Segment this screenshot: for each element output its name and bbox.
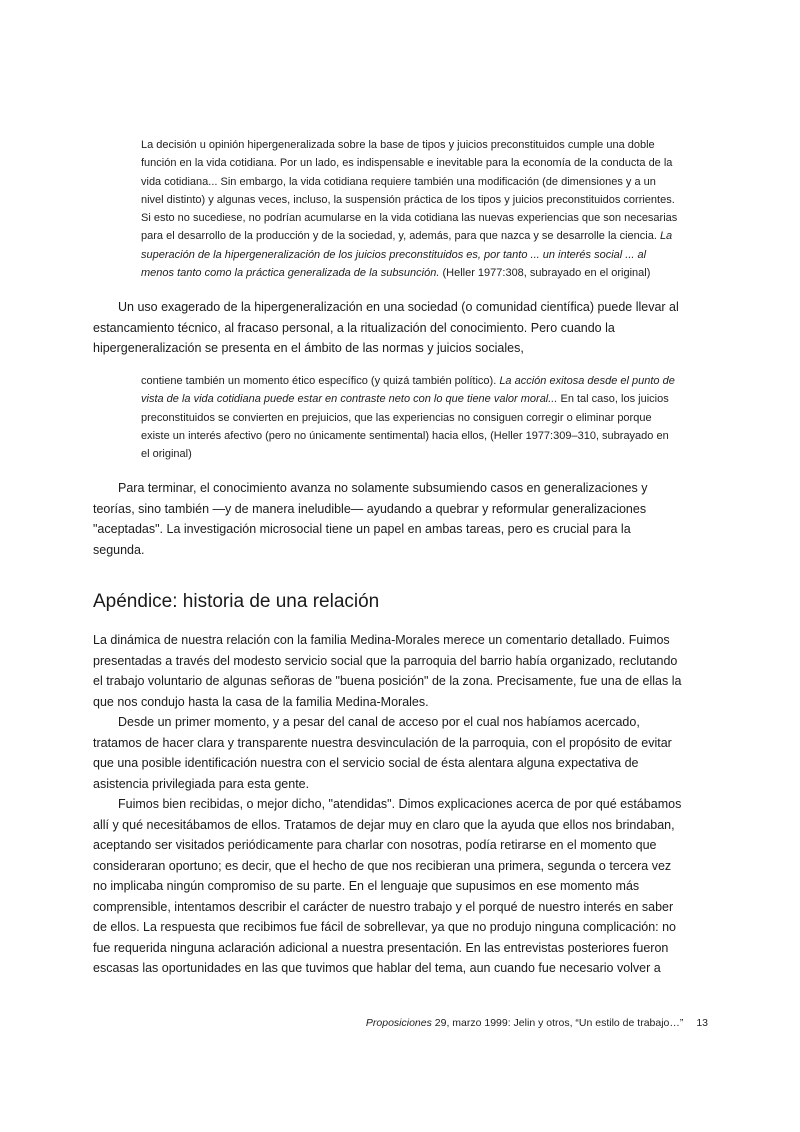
quote-citation: (Heller 1977:308, subrayado en el original) — [442, 267, 651, 280]
paragraph-hypergeneralization: Un uso exagerado de la hipergeneralización en una sociedad (o comunidad científica) puede llevar al estancamiento técnico, al fracaso personal, a la ritualización del conocimiento. Pero cuando la hipergeneralización se presenta en el ámbito de las normas y juicios sociales, — [93, 300, 679, 355]
page-number: 13 — [696, 1017, 708, 1029]
footer-issue: 29, marzo 1999: Jelin y otros, “Un estilo de trabajo…” — [434, 1017, 684, 1029]
quote-italic-text: La acción exitosa desde el punto de vista de la vida cotidiana puede estar en contraste neto con lo que tiene valor moral... — [141, 375, 675, 406]
paragraph-conclusion: Para terminar, el conocimiento avanza no solamente subsumiendo casos en generalizaciones y teorías, sino también —y de manera ineludible— ayudando a quebrar y reformular generalizaciones "aceptadas". La investigación microsocial tiene un papel en ambas tareas, pero es crucial para la segunda. — [93, 481, 648, 557]
footer-journal: Proposiciones — [365, 1017, 432, 1029]
quote-text: La decisión u opinión hipergeneralizada sobre la base de tipos y juicios preconstituidos cumple una doble función en la vida cotidiana. Por un lado, es indispensable e inevitable para la economía de la conducta de la vida cotidiana... Sin embargo, la vida cotidiana requiere también una modificación (de dimensiones y a un nivel distinto) y algunas veces, incluso, la suspensión práctica de los tipos y juicios preconstituidos corrientes. Si esto no sucediese, no podrían acumularse en la vida cotidiana las nuevas experiencias que son necesarias para el desarrollo de la producción y de la sociedad, y, además, para que nazca y se desarrolle la ciencia. — [141, 139, 678, 243]
appendix-body — [93, 630, 682, 979]
block-quote-heller-308 — [141, 136, 679, 282]
quote-text: contiene también un momento ético específico (y quizá también político). — [141, 375, 497, 387]
appendix-paragraph-2: Desde un primer momento, y a pesar del canal de acceso por el cual nos habíamos acercado, tratamos de hacer clara y transparente nuestra desvinculación de la parroquia, con el propósito de evitar que una posible identificación nuestra con el servicio social de ésta alentara alguna expectativa de asistencia privilegiada para esta gente. — [93, 715, 672, 791]
appendix-paragraph-3: Fuimos bien recibidas, o mejor dicho, "atendidas". Dimos explicaciones acerca de por qué estábamos allí y qué necesitábamos de ellos. Tratamos de dejar muy en claro que la ayuda que ellos nos brindaban, aceptando ser visitados periódicamente para charlar con nosotras, podía retirarse en el momento que consideraran oportuno; es decir, que el hecho de que nos recibieran una primera, segunda o tercera vez no implicaba ningún compromiso de su parte. En el lenguaje que supusimos en ese momento más comprensible, intentamos describir el carácter de nuestro trabajo y el porqué de nuestro interés en saber de ellos. La respuesta que recibimos fue fácil de sobrellevar, ya que no produjo ninguna complicación: no fue requerida ninguna aclaración adicional a nuestra presentación. En las entrevistas posteriores fueron escasas las oportunidades en las que tuvimos que hablar del tema, aun cuando fue necesario volver a — [93, 797, 682, 975]
section-heading: Apéndice: historia de una relación — [93, 591, 380, 612]
block-quote-heller-309 — [141, 372, 679, 463]
quote-text-rest: En tal caso, los juicios preconstituidos se convierten en prejuicios, que las experiencias no consiguen corregir o eliminar porque existe un interés afectivo (pero no únicamente sentimental) hacia ellos, (Heller 1977:309–310, subrayado en el original) — [141, 393, 669, 461]
page-footer — [366, 1016, 708, 1030]
quote-italic-text: La superación de la hipergeneralización de los juicios preconstituidos es, por tanto ... un interés social ... al menos tanto como la práctica generalizada de la subsunción. — [141, 230, 673, 280]
appendix-paragraph-1: La dinámica de nuestra relación con la familia Medina-Morales merece un comentario detallado. Fuimos presentadas a través del modesto servicio social que la parroquia del barrio había organizado, reclutando el trabajo voluntario de algunas señoras de "buena posición" de la zona. Precisamente, fue una de ellas la que nos condujo hasta la casa de la familia Medina-Morales. — [93, 633, 682, 709]
